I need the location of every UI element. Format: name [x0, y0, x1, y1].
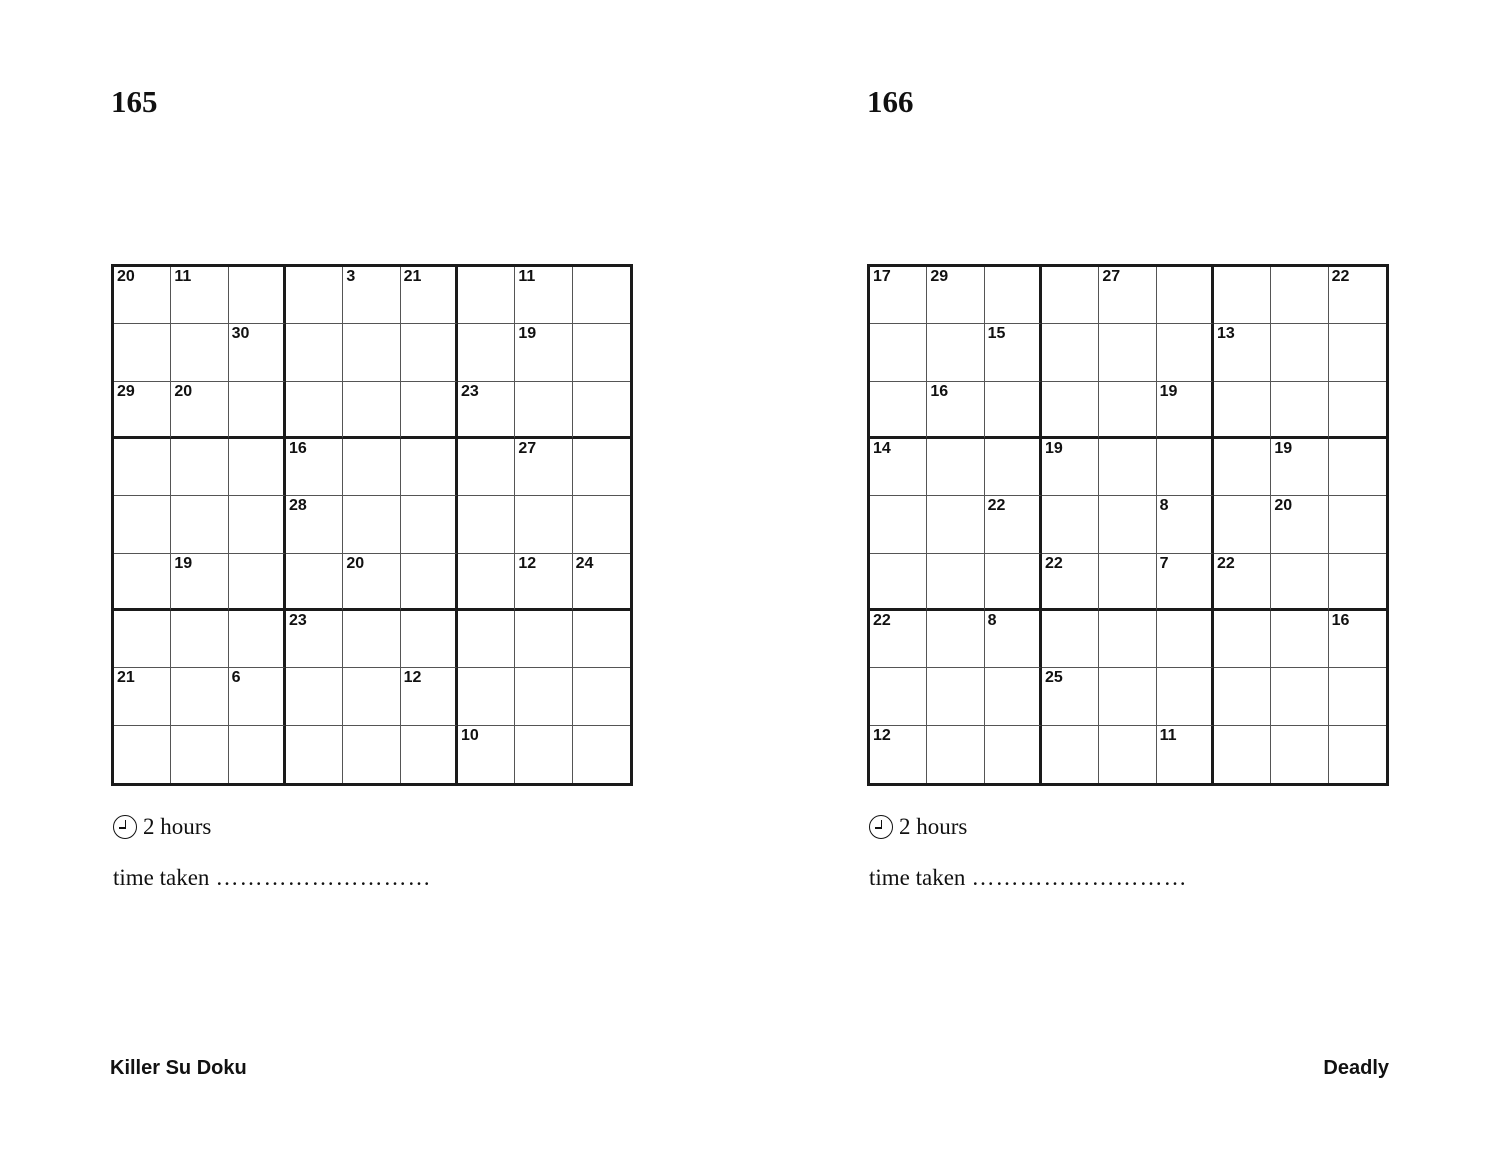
grid-cell[interactable] — [1099, 439, 1156, 496]
grid-cell[interactable] — [1157, 554, 1214, 611]
cage-sum: 20 — [346, 554, 365, 572]
grid-cell[interactable] — [401, 496, 458, 553]
grid-cell[interactable] — [1099, 611, 1156, 668]
grid-cell[interactable] — [1157, 324, 1214, 381]
grid-cell[interactable] — [1329, 267, 1386, 324]
grid-cell[interactable] — [1214, 382, 1271, 439]
grid-cell[interactable] — [171, 267, 228, 324]
grid-cell[interactable] — [401, 439, 458, 496]
grid-cell[interactable] — [870, 382, 927, 439]
time-limit — [869, 814, 967, 840]
grid-cell[interactable] — [870, 439, 927, 496]
cage-sum: 19 — [1159, 382, 1178, 400]
grid-cell[interactable] — [1157, 668, 1214, 725]
grid-cell[interactable] — [114, 554, 171, 611]
grid-cell[interactable] — [343, 267, 400, 324]
clock-icon — [869, 815, 893, 839]
grid-cell[interactable] — [870, 324, 927, 381]
cage-sum: 29 — [117, 382, 135, 400]
time-limit-label: 2 hours — [899, 814, 968, 839]
grid-cell[interactable] — [1042, 668, 1099, 725]
grid-cell[interactable] — [927, 267, 984, 324]
grid-cell[interactable] — [343, 611, 400, 668]
grid-cell[interactable] — [1271, 726, 1328, 783]
grid-cell[interactable] — [1042, 611, 1099, 668]
grid-cell[interactable] — [927, 496, 984, 553]
cage-sum: 21 — [117, 669, 135, 687]
grid-cell[interactable] — [515, 726, 572, 783]
grid-cell[interactable] — [1099, 554, 1156, 611]
cage-sum: 20 — [117, 268, 135, 285]
grid-cell[interactable] — [1042, 496, 1099, 553]
grid-cell[interactable] — [515, 267, 572, 324]
grid-cell[interactable] — [1271, 439, 1328, 496]
grid-cell[interactable] — [1099, 267, 1156, 324]
grid-cell[interactable] — [573, 439, 630, 496]
grid-cell[interactable] — [870, 668, 927, 725]
grid-cell[interactable] — [573, 554, 630, 611]
grid-cell[interactable] — [1271, 496, 1328, 553]
time-limit — [113, 814, 211, 840]
grid-cell[interactable] — [1271, 554, 1328, 611]
cage-sum: 3 — [346, 268, 356, 285]
cage-sum: 19 — [174, 554, 193, 572]
cage-sum: 6 — [231, 669, 241, 687]
grid-cell[interactable] — [1214, 668, 1271, 725]
grid-cell[interactable] — [515, 496, 572, 553]
grid-cell[interactable] — [1271, 267, 1328, 324]
grid-cell[interactable] — [343, 324, 400, 381]
grid-cell[interactable] — [458, 439, 515, 496]
cage-sum: 7 — [1159, 554, 1169, 572]
grid-cell[interactable] — [401, 611, 458, 668]
grid-cell[interactable] — [114, 324, 171, 381]
grid-cell[interactable] — [1099, 324, 1156, 381]
grid-cell[interactable] — [171, 496, 228, 553]
grid-cell[interactable] — [401, 668, 458, 725]
grid-cell[interactable] — [286, 554, 343, 611]
grid-cell[interactable] — [927, 554, 984, 611]
grid-cell[interactable] — [114, 668, 171, 725]
grid-cell[interactable] — [985, 439, 1042, 496]
grid-cell[interactable] — [229, 324, 286, 381]
grid-cell[interactable] — [171, 324, 228, 381]
grid-cell[interactable] — [573, 611, 630, 668]
cage-sum: 22 — [1216, 554, 1235, 572]
cage-sum: 29 — [930, 268, 949, 285]
grid-cell[interactable] — [229, 496, 286, 553]
grid-cell[interactable] — [343, 496, 400, 553]
grid-cell[interactable] — [1099, 496, 1156, 553]
grid-cell[interactable] — [171, 554, 228, 611]
grid-cell[interactable] — [573, 726, 630, 783]
cage-sum: 22 — [873, 611, 891, 629]
grid-cell[interactable] — [114, 439, 171, 496]
grid-cell[interactable] — [1329, 554, 1386, 611]
grid-cell[interactable] — [515, 324, 572, 381]
cage-sum: 28 — [288, 497, 307, 515]
grid-cell[interactable] — [985, 611, 1042, 668]
cage-sum: 27 — [1102, 268, 1121, 285]
grid-cell[interactable] — [1271, 382, 1328, 439]
cage-sum: 22 — [1044, 554, 1063, 572]
puzzle-number: 165 — [111, 84, 158, 119]
grid-cell[interactable] — [573, 496, 630, 553]
grid-cell[interactable] — [171, 439, 228, 496]
grid-cell[interactable] — [1271, 611, 1328, 668]
grid-cell[interactable] — [114, 496, 171, 553]
cage-sum: 30 — [231, 325, 250, 343]
grid-cell[interactable] — [286, 496, 343, 553]
cage-sum: 16 — [288, 439, 307, 457]
cage-sum: 8 — [987, 611, 997, 629]
grid-cell[interactable] — [870, 267, 927, 324]
grid-cell[interactable] — [114, 726, 171, 783]
cage-sum: 21 — [403, 268, 422, 285]
grid-cell[interactable] — [229, 382, 286, 439]
grid-cell[interactable] — [1271, 324, 1328, 381]
grid-cell[interactable] — [1329, 324, 1386, 381]
grid-cell[interactable] — [1214, 267, 1271, 324]
cage-sum: 15 — [987, 325, 1006, 343]
grid-cell[interactable] — [458, 668, 515, 725]
clock-icon — [113, 815, 137, 839]
cage-sum: 16 — [1331, 611, 1350, 629]
grid-cell[interactable] — [286, 382, 343, 439]
grid-cell[interactable] — [229, 267, 286, 324]
grid-cell[interactable] — [985, 324, 1042, 381]
grid-cell[interactable] — [573, 382, 630, 439]
grid-cell[interactable] — [286, 267, 343, 324]
grid-cell[interactable] — [401, 726, 458, 783]
grid-cell[interactable] — [401, 324, 458, 381]
time-limit-label: 2 hours — [143, 814, 212, 839]
puzzle-166 — [867, 0, 1427, 1151]
cage-sum: 23 — [460, 382, 479, 400]
grid-cell[interactable] — [985, 496, 1042, 553]
grid-cell[interactable] — [458, 496, 515, 553]
grid-cell[interactable] — [985, 554, 1042, 611]
cage-sum: 19 — [1274, 439, 1293, 457]
grid-cell[interactable] — [229, 554, 286, 611]
grid-cell[interactable] — [927, 611, 984, 668]
time-taken-blank[interactable]: ……………………… — [215, 865, 432, 890]
grid-cell[interactable] — [870, 726, 927, 783]
grid-cell[interactable] — [458, 554, 515, 611]
grid-cell[interactable] — [927, 382, 984, 439]
cage-sum: 20 — [174, 382, 193, 400]
grid-cell[interactable] — [1214, 726, 1271, 783]
cage-sum: 24 — [575, 554, 594, 572]
grid-cell[interactable] — [286, 611, 343, 668]
time-taken-label: time taken — [869, 865, 966, 890]
cage-sum: 20 — [1274, 497, 1293, 515]
grid-cell[interactable] — [1271, 668, 1328, 725]
grid-cell[interactable] — [870, 496, 927, 553]
grid-cell[interactable] — [458, 611, 515, 668]
cage-sum: 11 — [174, 268, 192, 285]
grid-cell[interactable] — [114, 611, 171, 668]
grid-cell[interactable] — [1042, 439, 1099, 496]
grid-cell[interactable] — [1329, 668, 1386, 725]
grid-cell[interactable] — [171, 668, 228, 725]
footer-difficulty: Deadly — [1323, 1057, 1389, 1079]
grid-cell[interactable] — [229, 726, 286, 783]
grid-cell[interactable] — [1214, 496, 1271, 553]
grid-cell[interactable] — [1099, 726, 1156, 783]
grid-cell[interactable] — [1157, 439, 1214, 496]
cage-sum: 11 — [518, 268, 536, 285]
grid-cell[interactable] — [114, 382, 171, 439]
grid-cell[interactable] — [1042, 324, 1099, 381]
puzzle-165 — [111, 0, 671, 1151]
grid-cell[interactable] — [458, 267, 515, 324]
grid-cell[interactable] — [1214, 611, 1271, 668]
cage-sum: 22 — [987, 497, 1006, 515]
grid-cell[interactable] — [1214, 439, 1271, 496]
cage-sum: 13 — [1216, 325, 1235, 343]
grid-cell[interactable] — [985, 382, 1042, 439]
grid-cell[interactable] — [1099, 382, 1156, 439]
grid-cell[interactable] — [927, 668, 984, 725]
puzzle-number: 166 — [867, 84, 914, 119]
cage-sum: 19 — [1044, 439, 1063, 457]
cage-sum: 10 — [460, 726, 479, 744]
grid-cell[interactable] — [573, 668, 630, 725]
grid-cell[interactable] — [985, 267, 1042, 324]
grid-cell[interactable] — [927, 439, 984, 496]
grid-cell[interactable] — [171, 382, 228, 439]
cage-sum: 11 — [1159, 726, 1177, 744]
grid-cell[interactable] — [927, 324, 984, 381]
cage-sum: 19 — [518, 325, 537, 343]
grid-cell[interactable] — [343, 382, 400, 439]
grid-cell[interactable] — [515, 668, 572, 725]
cage-sum: 27 — [518, 439, 537, 457]
grid-cell[interactable] — [1042, 726, 1099, 783]
grid-cell[interactable] — [573, 267, 630, 324]
grid-cell[interactable] — [1329, 496, 1386, 553]
grid-cell[interactable] — [401, 267, 458, 324]
grid-cell[interactable] — [458, 324, 515, 381]
grid-cell[interactable] — [1042, 382, 1099, 439]
cage-sum: 23 — [288, 611, 307, 629]
grid-cell[interactable] — [114, 267, 171, 324]
time-taken-blank[interactable]: ……………………… — [971, 865, 1188, 890]
grid-cell[interactable] — [229, 668, 286, 725]
killer-sudoku-grid — [111, 264, 633, 786]
time-taken — [869, 865, 1187, 891]
cage-sum: 12 — [873, 726, 891, 744]
grid-cell[interactable] — [515, 439, 572, 496]
cage-sum: 14 — [873, 439, 891, 457]
grid-cell[interactable] — [1214, 324, 1271, 381]
grid-cell[interactable] — [515, 382, 572, 439]
grid-cell[interactable] — [1329, 611, 1386, 668]
grid-cell[interactable] — [927, 726, 984, 783]
killer-sudoku-grid — [867, 264, 1389, 786]
grid-cell[interactable] — [573, 324, 630, 381]
grid-cell[interactable] — [1329, 726, 1386, 783]
grid-cell[interactable] — [343, 668, 400, 725]
grid-cell[interactable] — [870, 611, 927, 668]
grid-cell[interactable] — [1042, 267, 1099, 324]
grid-cell[interactable] — [286, 324, 343, 381]
grid-cell[interactable] — [1214, 554, 1271, 611]
cage-sum: 25 — [1044, 669, 1063, 687]
grid-cell[interactable] — [401, 382, 458, 439]
time-taken — [113, 865, 431, 891]
grid-cell[interactable] — [985, 668, 1042, 725]
grid-cell[interactable] — [1157, 382, 1214, 439]
grid-cell[interactable] — [1157, 611, 1214, 668]
time-taken-label: time taken — [113, 865, 210, 890]
grid-cell[interactable] — [343, 439, 400, 496]
grid-cell[interactable] — [286, 726, 343, 783]
grid-cell[interactable] — [343, 554, 400, 611]
grid-cell[interactable] — [286, 439, 343, 496]
grid-cell[interactable] — [171, 611, 228, 668]
footer-book-title: Killer Su Doku — [110, 1057, 247, 1079]
cage-sum: 12 — [518, 554, 537, 572]
grid-cell[interactable] — [229, 439, 286, 496]
grid-cell[interactable] — [458, 382, 515, 439]
grid-cell[interactable] — [343, 726, 400, 783]
grid-cell[interactable] — [1042, 554, 1099, 611]
grid-cell[interactable] — [286, 668, 343, 725]
grid-cell[interactable] — [515, 611, 572, 668]
grid-cell[interactable] — [401, 554, 458, 611]
grid-cell[interactable] — [515, 554, 572, 611]
grid-cell[interactable] — [985, 726, 1042, 783]
cage-sum: 8 — [1159, 497, 1169, 515]
cage-sum: 22 — [1331, 268, 1350, 285]
cage-sum: 17 — [873, 268, 891, 285]
grid-cell[interactable] — [1157, 726, 1214, 783]
grid-cell[interactable] — [1157, 496, 1214, 553]
grid-cell[interactable] — [870, 554, 927, 611]
grid-cell[interactable] — [229, 611, 286, 668]
grid-cell[interactable] — [458, 726, 515, 783]
grid-cell[interactable] — [1099, 668, 1156, 725]
grid-cell[interactable] — [1329, 382, 1386, 439]
grid-cell[interactable] — [1329, 439, 1386, 496]
cage-sum: 16 — [930, 382, 949, 400]
cage-sum: 12 — [403, 669, 422, 687]
grid-cell[interactable] — [171, 726, 228, 783]
grid-cell[interactable] — [1157, 267, 1214, 324]
